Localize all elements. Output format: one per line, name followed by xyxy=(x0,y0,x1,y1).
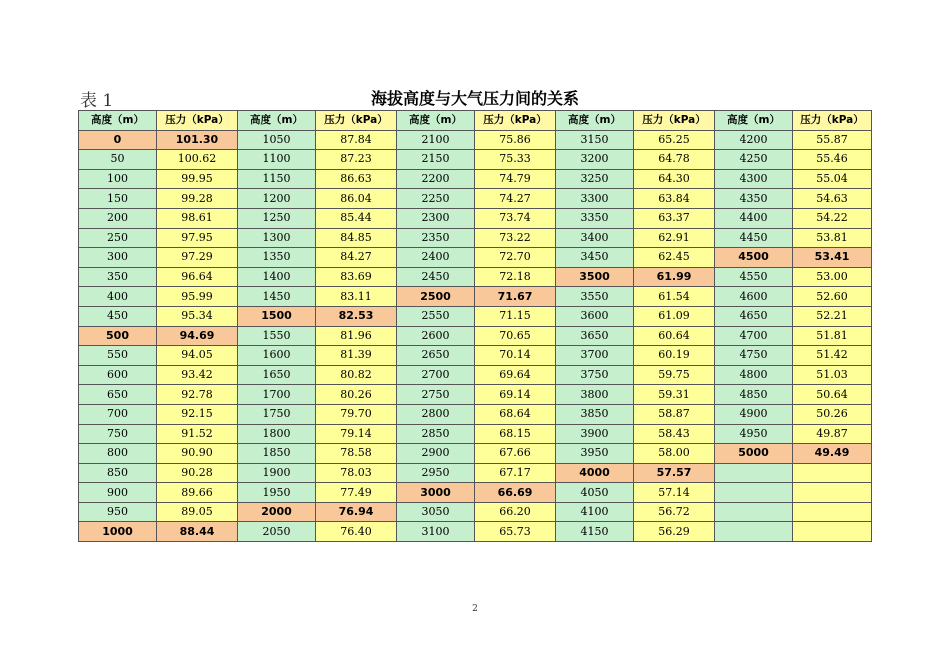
pressure-cell xyxy=(793,522,872,542)
pressure-cell: 70.14 xyxy=(475,346,556,366)
pressure-cell: 74.27 xyxy=(475,189,556,209)
pressure-cell: 73.74 xyxy=(475,208,556,228)
height-cell: 3150 xyxy=(556,130,634,150)
pressure-cell: 86.63 xyxy=(316,169,397,189)
height-cell: 50 xyxy=(79,150,157,170)
table-row xyxy=(79,463,872,483)
pressure-cell: 61.09 xyxy=(634,306,715,326)
pressure-cell: 62.91 xyxy=(634,228,715,248)
pressure-cell: 49.49 xyxy=(793,444,872,464)
pressure-cell: 51.42 xyxy=(793,346,872,366)
pressure-cell: 50.26 xyxy=(793,404,872,424)
pressure-cell: 52.21 xyxy=(793,306,872,326)
table-row xyxy=(79,522,872,542)
pressure-cell: 69.14 xyxy=(475,385,556,405)
pressure-cell: 53.41 xyxy=(793,248,872,268)
pressure-cell xyxy=(793,502,872,522)
height-cell: 3300 xyxy=(556,189,634,209)
pressure-cell: 51.03 xyxy=(793,365,872,385)
pressure-cell: 89.66 xyxy=(157,483,238,503)
pressure-cell: 90.28 xyxy=(157,463,238,483)
height-cell: 400 xyxy=(79,287,157,307)
pressure-cell: 73.22 xyxy=(475,228,556,248)
height-cell xyxy=(715,483,793,503)
pressure-cell: 56.72 xyxy=(634,502,715,522)
table-label: 表 1 xyxy=(80,91,114,111)
pressure-cell: 99.95 xyxy=(157,169,238,189)
height-cell: 150 xyxy=(79,189,157,209)
height-cell: 2850 xyxy=(397,424,475,444)
pressure-cell: 97.95 xyxy=(157,228,238,248)
pressure-cell: 69.64 xyxy=(475,365,556,385)
pressure-cell: 83.69 xyxy=(316,267,397,287)
table-row xyxy=(79,287,872,307)
height-cell: 900 xyxy=(79,483,157,503)
height-cell: 1100 xyxy=(238,150,316,170)
pressure-cell: 63.37 xyxy=(634,208,715,228)
height-cell: 4400 xyxy=(715,208,793,228)
pressure-cell: 92.78 xyxy=(157,385,238,405)
height-cell: 2350 xyxy=(397,228,475,248)
table-row xyxy=(79,424,872,444)
pressure-cell: 84.85 xyxy=(316,228,397,248)
height-cell xyxy=(715,522,793,542)
height-cell: 1050 xyxy=(238,130,316,150)
pressure-cell: 65.25 xyxy=(634,130,715,150)
height-cell: 850 xyxy=(79,463,157,483)
pressure-cell: 91.52 xyxy=(157,424,238,444)
table-row xyxy=(79,248,872,268)
height-cell: 1450 xyxy=(238,287,316,307)
height-cell: 1500 xyxy=(238,306,316,326)
height-cell: 3600 xyxy=(556,306,634,326)
height-cell: 5000 xyxy=(715,444,793,464)
height-cell: 2600 xyxy=(397,326,475,346)
height-header: 高度（m） xyxy=(556,111,634,131)
pressure-cell: 92.15 xyxy=(157,404,238,424)
height-cell: 4250 xyxy=(715,150,793,170)
pressure-cell: 61.54 xyxy=(634,287,715,307)
pressure-header: 压力（kPa） xyxy=(157,111,238,131)
height-cell: 3200 xyxy=(556,150,634,170)
height-cell: 2650 xyxy=(397,346,475,366)
pressure-cell: 94.05 xyxy=(157,346,238,366)
height-cell: 4500 xyxy=(715,248,793,268)
height-cell: 4150 xyxy=(556,522,634,542)
pressure-cell: 56.29 xyxy=(634,522,715,542)
pressure-cell: 52.60 xyxy=(793,287,872,307)
height-cell: 3050 xyxy=(397,502,475,522)
table-body xyxy=(79,130,872,541)
pressure-cell: 51.81 xyxy=(793,326,872,346)
height-cell: 2500 xyxy=(397,287,475,307)
pressure-cell: 68.15 xyxy=(475,424,556,444)
pressure-cell: 60.19 xyxy=(634,346,715,366)
pressure-cell: 59.75 xyxy=(634,365,715,385)
table-row xyxy=(79,444,872,464)
height-cell: 3950 xyxy=(556,444,634,464)
pressure-cell: 60.64 xyxy=(634,326,715,346)
height-cell: 2700 xyxy=(397,365,475,385)
height-cell: 3550 xyxy=(556,287,634,307)
height-cell: 1750 xyxy=(238,404,316,424)
pressure-cell: 53.81 xyxy=(793,228,872,248)
height-cell: 3700 xyxy=(556,346,634,366)
height-cell: 1800 xyxy=(238,424,316,444)
pressure-cell: 57.57 xyxy=(634,463,715,483)
pressure-cell: 63.84 xyxy=(634,189,715,209)
height-cell: 1000 xyxy=(79,522,157,542)
height-cell: 250 xyxy=(79,228,157,248)
height-cell: 4450 xyxy=(715,228,793,248)
height-cell: 200 xyxy=(79,208,157,228)
pressure-cell: 80.82 xyxy=(316,365,397,385)
pressure-cell xyxy=(793,483,872,503)
pressure-cell: 79.14 xyxy=(316,424,397,444)
height-cell: 3400 xyxy=(556,228,634,248)
pressure-cell: 76.94 xyxy=(316,502,397,522)
height-cell: 550 xyxy=(79,346,157,366)
height-cell: 4550 xyxy=(715,267,793,287)
height-cell: 1550 xyxy=(238,326,316,346)
pressure-cell: 80.26 xyxy=(316,385,397,405)
table-row xyxy=(79,228,872,248)
pressure-cell: 86.04 xyxy=(316,189,397,209)
height-cell: 1950 xyxy=(238,483,316,503)
pressure-cell: 93.42 xyxy=(157,365,238,385)
height-cell: 4750 xyxy=(715,346,793,366)
pressure-cell: 72.18 xyxy=(475,267,556,287)
pressure-cell: 71.67 xyxy=(475,287,556,307)
pressure-cell: 77.49 xyxy=(316,483,397,503)
table-title: 海拔高度与大气压力间的关系 xyxy=(370,89,579,108)
pressure-cell: 71.15 xyxy=(475,306,556,326)
pressure-cell: 72.70 xyxy=(475,248,556,268)
height-cell: 3350 xyxy=(556,208,634,228)
height-cell: 1850 xyxy=(238,444,316,464)
table-row xyxy=(79,346,872,366)
height-cell: 1650 xyxy=(238,365,316,385)
height-cell: 4850 xyxy=(715,385,793,405)
pressure-cell: 54.63 xyxy=(793,189,872,209)
pressure-header: 压力（kPa） xyxy=(634,111,715,131)
pressure-cell: 74.79 xyxy=(475,169,556,189)
altitude-pressure-table xyxy=(78,110,872,542)
height-cell: 4700 xyxy=(715,326,793,346)
height-cell: 4900 xyxy=(715,404,793,424)
pressure-cell: 82.53 xyxy=(316,306,397,326)
height-cell: 2400 xyxy=(397,248,475,268)
pressure-cell: 88.44 xyxy=(157,522,238,542)
height-cell: 4200 xyxy=(715,130,793,150)
table-row xyxy=(79,483,872,503)
height-cell: 4300 xyxy=(715,169,793,189)
pressure-cell: 68.64 xyxy=(475,404,556,424)
table-row xyxy=(79,267,872,287)
table-header-row xyxy=(79,111,872,131)
pressure-cell: 87.84 xyxy=(316,130,397,150)
height-cell: 350 xyxy=(79,267,157,287)
pressure-cell: 66.20 xyxy=(475,502,556,522)
pressure-cell: 55.46 xyxy=(793,150,872,170)
height-header: 高度（m） xyxy=(715,111,793,131)
pressure-cell: 53.00 xyxy=(793,267,872,287)
height-cell: 0 xyxy=(79,130,157,150)
pressure-cell: 76.40 xyxy=(316,522,397,542)
pressure-cell: 75.86 xyxy=(475,130,556,150)
height-cell: 2150 xyxy=(397,150,475,170)
height-cell: 1150 xyxy=(238,169,316,189)
height-cell: 1400 xyxy=(238,267,316,287)
height-cell: 750 xyxy=(79,424,157,444)
height-cell: 2550 xyxy=(397,306,475,326)
pressure-cell: 81.39 xyxy=(316,346,397,366)
pressure-cell: 84.27 xyxy=(316,248,397,268)
table-row xyxy=(79,169,872,189)
height-cell: 1900 xyxy=(238,463,316,483)
pressure-cell: 101.30 xyxy=(157,130,238,150)
pressure-header: 压力（kPa） xyxy=(316,111,397,131)
pressure-cell: 70.65 xyxy=(475,326,556,346)
pressure-cell: 64.78 xyxy=(634,150,715,170)
height-cell: 2450 xyxy=(397,267,475,287)
height-cell: 1250 xyxy=(238,208,316,228)
pressure-cell: 55.04 xyxy=(793,169,872,189)
height-cell: 4650 xyxy=(715,306,793,326)
pressure-cell: 85.44 xyxy=(316,208,397,228)
height-cell: 1700 xyxy=(238,385,316,405)
height-cell: 700 xyxy=(79,404,157,424)
pressure-cell: 89.05 xyxy=(157,502,238,522)
height-cell: 450 xyxy=(79,306,157,326)
pressure-cell: 58.87 xyxy=(634,404,715,424)
height-cell: 4800 xyxy=(715,365,793,385)
pressure-cell: 90.90 xyxy=(157,444,238,464)
height-cell: 2050 xyxy=(238,522,316,542)
pressure-cell: 78.03 xyxy=(316,463,397,483)
height-cell: 4950 xyxy=(715,424,793,444)
height-cell: 2750 xyxy=(397,385,475,405)
pressure-cell xyxy=(793,463,872,483)
pressure-cell: 87.23 xyxy=(316,150,397,170)
height-cell: 3100 xyxy=(397,522,475,542)
height-cell: 2100 xyxy=(397,130,475,150)
pressure-cell: 59.31 xyxy=(634,385,715,405)
height-cell: 4100 xyxy=(556,502,634,522)
pressure-cell: 100.62 xyxy=(157,150,238,170)
height-cell: 1300 xyxy=(238,228,316,248)
table-row xyxy=(79,365,872,385)
pressure-cell: 55.87 xyxy=(793,130,872,150)
pressure-cell: 50.64 xyxy=(793,385,872,405)
pressure-cell: 98.61 xyxy=(157,208,238,228)
pressure-cell: 57.14 xyxy=(634,483,715,503)
height-cell: 950 xyxy=(79,502,157,522)
table-row xyxy=(79,208,872,228)
table-row xyxy=(79,385,872,405)
height-cell: 500 xyxy=(79,326,157,346)
pressure-cell: 65.73 xyxy=(475,522,556,542)
height-cell: 300 xyxy=(79,248,157,268)
pressure-cell: 97.29 xyxy=(157,248,238,268)
pressure-cell: 49.87 xyxy=(793,424,872,444)
pressure-cell: 62.45 xyxy=(634,248,715,268)
table-row xyxy=(79,306,872,326)
table-row xyxy=(79,502,872,522)
pressure-cell: 81.96 xyxy=(316,326,397,346)
height-cell xyxy=(715,502,793,522)
table-row xyxy=(79,130,872,150)
pressure-cell: 78.58 xyxy=(316,444,397,464)
pressure-header: 压力（kPa） xyxy=(793,111,872,131)
pressure-cell: 96.64 xyxy=(157,267,238,287)
pressure-cell: 58.00 xyxy=(634,444,715,464)
height-cell: 2250 xyxy=(397,189,475,209)
height-header: 高度（m） xyxy=(397,111,475,131)
height-cell: 2950 xyxy=(397,463,475,483)
pressure-cell: 94.69 xyxy=(157,326,238,346)
pressure-cell: 95.99 xyxy=(157,287,238,307)
pressure-cell: 99.28 xyxy=(157,189,238,209)
pressure-cell: 79.70 xyxy=(316,404,397,424)
height-cell: 4050 xyxy=(556,483,634,503)
height-cell: 2800 xyxy=(397,404,475,424)
height-cell: 3750 xyxy=(556,365,634,385)
height-cell: 650 xyxy=(79,385,157,405)
table-row xyxy=(79,189,872,209)
height-cell: 3900 xyxy=(556,424,634,444)
height-cell: 4350 xyxy=(715,189,793,209)
height-cell: 3850 xyxy=(556,404,634,424)
height-cell: 3450 xyxy=(556,248,634,268)
height-cell: 1200 xyxy=(238,189,316,209)
height-header: 高度（m） xyxy=(238,111,316,131)
height-cell: 1350 xyxy=(238,248,316,268)
height-cell: 2000 xyxy=(238,502,316,522)
height-header: 高度（m） xyxy=(79,111,157,131)
pressure-cell: 61.99 xyxy=(634,267,715,287)
pressure-cell: 66.69 xyxy=(475,483,556,503)
pressure-cell: 95.34 xyxy=(157,306,238,326)
table-row xyxy=(79,404,872,424)
table-row xyxy=(79,150,872,170)
pressure-cell: 67.17 xyxy=(475,463,556,483)
height-cell: 600 xyxy=(79,365,157,385)
pressure-cell: 83.11 xyxy=(316,287,397,307)
height-cell: 3500 xyxy=(556,267,634,287)
height-cell: 800 xyxy=(79,444,157,464)
height-cell: 3250 xyxy=(556,169,634,189)
pressure-cell: 58.43 xyxy=(634,424,715,444)
pressure-cell: 75.33 xyxy=(475,150,556,170)
height-cell: 100 xyxy=(79,169,157,189)
pressure-header: 压力（kPa） xyxy=(475,111,556,131)
height-cell: 2200 xyxy=(397,169,475,189)
height-cell: 2300 xyxy=(397,208,475,228)
pressure-cell: 64.30 xyxy=(634,169,715,189)
table-row xyxy=(79,326,872,346)
height-cell: 2900 xyxy=(397,444,475,464)
height-cell: 4600 xyxy=(715,287,793,307)
height-cell: 4000 xyxy=(556,463,634,483)
page-number: 2 xyxy=(472,604,478,614)
pressure-cell: 67.66 xyxy=(475,444,556,464)
height-cell: 3650 xyxy=(556,326,634,346)
height-cell: 3000 xyxy=(397,483,475,503)
height-cell: 1600 xyxy=(238,346,316,366)
height-cell xyxy=(715,463,793,483)
height-cell: 3800 xyxy=(556,385,634,405)
pressure-cell: 54.22 xyxy=(793,208,872,228)
